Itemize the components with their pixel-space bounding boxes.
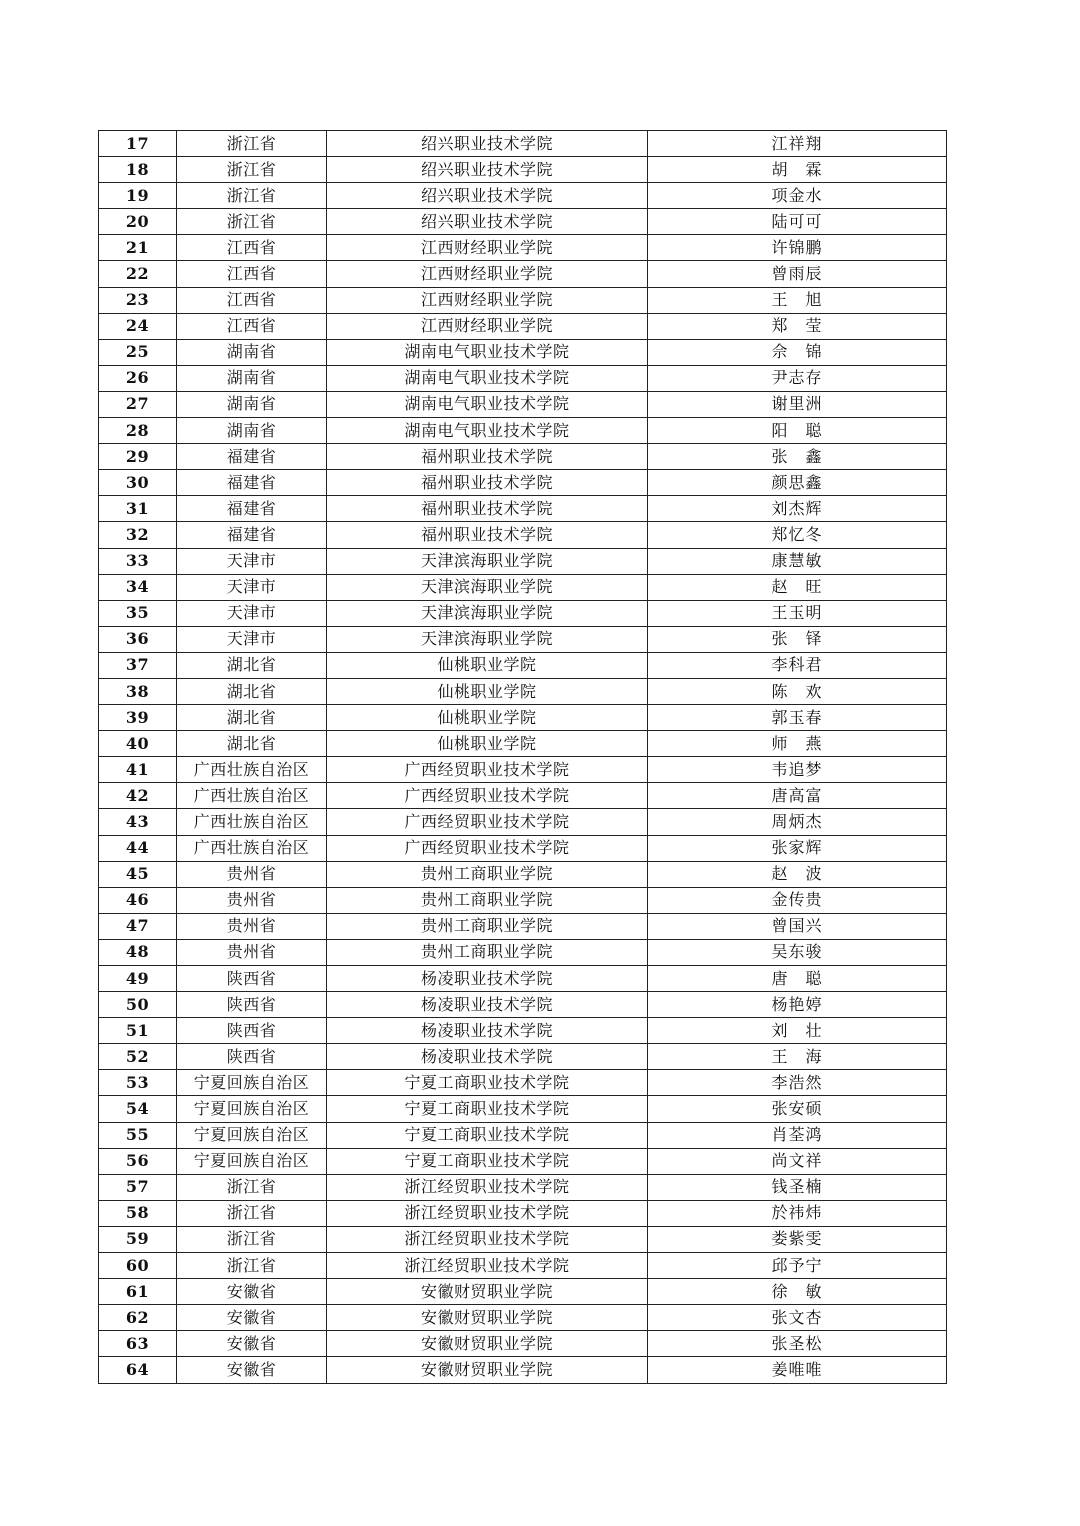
- table-row: [99, 548, 947, 574]
- province-cell: 广西壮族自治区: [177, 809, 327, 835]
- row-number-cell: 39: [99, 705, 177, 731]
- table-row: [99, 1331, 947, 1357]
- province-cell: 浙江省: [177, 1174, 327, 1200]
- person-name-cell: 娄紫雯: [648, 1226, 947, 1252]
- province-cell: 陕西省: [177, 1018, 327, 1044]
- table-row: [99, 1200, 947, 1226]
- row-number-cell: 35: [99, 600, 177, 626]
- table-row: [99, 287, 947, 313]
- person-name-cell: 王玉明: [648, 600, 947, 626]
- row-number-cell: 19: [99, 183, 177, 209]
- table-row: [99, 1122, 947, 1148]
- school-cell: 福州职业技术学院: [327, 470, 648, 496]
- province-cell: 天津市: [177, 574, 327, 600]
- table-row: [99, 183, 947, 209]
- school-cell: 浙江经贸职业技术学院: [327, 1226, 648, 1252]
- person-name-cell: 郑忆冬: [648, 522, 947, 548]
- row-number-cell: 29: [99, 444, 177, 470]
- person-name-cell: 胡 霖: [648, 157, 947, 183]
- province-cell: 天津市: [177, 600, 327, 626]
- school-cell: 宁夏工商职业技术学院: [327, 1122, 648, 1148]
- table-row: [99, 261, 947, 287]
- person-name-cell: 张 鑫: [648, 444, 947, 470]
- row-number-cell: 37: [99, 652, 177, 678]
- row-number-cell: 58: [99, 1200, 177, 1226]
- row-number-cell: 38: [99, 678, 177, 704]
- table-row: [99, 809, 947, 835]
- school-cell: 浙江经贸职业技术学院: [327, 1253, 648, 1279]
- school-cell: 天津滨海职业学院: [327, 548, 648, 574]
- table-row: [99, 418, 947, 444]
- school-cell: 仙桃职业学院: [327, 678, 648, 704]
- school-cell: 江西财经职业学院: [327, 313, 648, 339]
- table-row: [99, 652, 947, 678]
- person-name-cell: 王 旭: [648, 287, 947, 313]
- province-cell: 湖南省: [177, 418, 327, 444]
- table-row: [99, 574, 947, 600]
- school-cell: 安徽财贸职业学院: [327, 1357, 648, 1383]
- person-name-cell: 吴东骏: [648, 939, 947, 965]
- province-cell: 宁夏回族自治区: [177, 1148, 327, 1174]
- table-row: [99, 731, 947, 757]
- row-number-cell: 48: [99, 939, 177, 965]
- table-row: [99, 966, 947, 992]
- school-cell: 安徽财贸职业学院: [327, 1305, 648, 1331]
- school-cell: 杨凌职业技术学院: [327, 1018, 648, 1044]
- province-cell: 贵州省: [177, 913, 327, 939]
- province-cell: 宁夏回族自治区: [177, 1070, 327, 1096]
- row-number-cell: 41: [99, 757, 177, 783]
- province-cell: 广西壮族自治区: [177, 757, 327, 783]
- province-cell: 浙江省: [177, 1200, 327, 1226]
- person-name-cell: 佘 锦: [648, 339, 947, 365]
- school-cell: 贵州工商职业学院: [327, 861, 648, 887]
- province-cell: 湖南省: [177, 365, 327, 391]
- row-number-cell: 18: [99, 157, 177, 183]
- province-cell: 贵州省: [177, 939, 327, 965]
- person-name-cell: 张 铎: [648, 626, 947, 652]
- table-row: [99, 939, 947, 965]
- row-number-cell: 32: [99, 522, 177, 548]
- province-cell: 安徽省: [177, 1305, 327, 1331]
- province-cell: 湖北省: [177, 678, 327, 704]
- person-name-cell: 师 燕: [648, 731, 947, 757]
- table-row: [99, 705, 947, 731]
- table-row: [99, 1305, 947, 1331]
- person-name-cell: 郑 莹: [648, 313, 947, 339]
- row-number-cell: 63: [99, 1331, 177, 1357]
- table-row: [99, 1070, 947, 1096]
- person-name-cell: 周炳杰: [648, 809, 947, 835]
- row-number-cell: 47: [99, 913, 177, 939]
- table-row: [99, 1018, 947, 1044]
- row-number-cell: 17: [99, 131, 177, 157]
- person-name-cell: 张安硕: [648, 1096, 947, 1122]
- person-name-cell: 郭玉春: [648, 705, 947, 731]
- person-name-cell: 赵 旺: [648, 574, 947, 600]
- row-number-cell: 50: [99, 992, 177, 1018]
- row-number-cell: 22: [99, 261, 177, 287]
- school-cell: 江西财经职业学院: [327, 261, 648, 287]
- school-cell: 绍兴职业技术学院: [327, 157, 648, 183]
- province-cell: 江西省: [177, 313, 327, 339]
- school-cell: 绍兴职业技术学院: [327, 131, 648, 157]
- table-row: [99, 522, 947, 548]
- row-number-cell: 44: [99, 835, 177, 861]
- province-cell: 福建省: [177, 522, 327, 548]
- row-number-cell: 64: [99, 1357, 177, 1383]
- row-number-cell: 24: [99, 313, 177, 339]
- school-cell: 福州职业技术学院: [327, 522, 648, 548]
- person-name-cell: 曾国兴: [648, 913, 947, 939]
- row-number-cell: 26: [99, 365, 177, 391]
- school-cell: 杨凌职业技术学院: [327, 1044, 648, 1070]
- row-number-cell: 43: [99, 809, 177, 835]
- row-number-cell: 61: [99, 1279, 177, 1305]
- province-cell: 宁夏回族自治区: [177, 1096, 327, 1122]
- province-cell: 陕西省: [177, 966, 327, 992]
- person-name-cell: 徐 敏: [648, 1279, 947, 1305]
- school-cell: 广西经贸职业技术学院: [327, 835, 648, 861]
- table-row: [99, 157, 947, 183]
- table-row: [99, 600, 947, 626]
- person-name-cell: 肖荃鸿: [648, 1122, 947, 1148]
- province-cell: 广西壮族自治区: [177, 783, 327, 809]
- school-cell: 浙江经贸职业技术学院: [327, 1174, 648, 1200]
- row-number-cell: 49: [99, 966, 177, 992]
- school-cell: 安徽财贸职业学院: [327, 1279, 648, 1305]
- province-cell: 湖北省: [177, 652, 327, 678]
- row-number-cell: 59: [99, 1226, 177, 1252]
- school-cell: 湖南电气职业技术学院: [327, 339, 648, 365]
- province-cell: 福建省: [177, 470, 327, 496]
- table-row: [99, 209, 947, 235]
- school-cell: 福州职业技术学院: [327, 496, 648, 522]
- province-cell: 湖南省: [177, 339, 327, 365]
- person-name-cell: 谢里洲: [648, 391, 947, 417]
- school-cell: 宁夏工商职业技术学院: [327, 1096, 648, 1122]
- province-cell: 福建省: [177, 496, 327, 522]
- province-cell: 浙江省: [177, 1253, 327, 1279]
- school-cell: 天津滨海职业学院: [327, 626, 648, 652]
- school-cell: 广西经贸职业技术学院: [327, 757, 648, 783]
- school-cell: 湖南电气职业技术学院: [327, 391, 648, 417]
- table-row: [99, 835, 947, 861]
- person-name-cell: 尹志存: [648, 365, 947, 391]
- person-name-cell: 曾雨辰: [648, 261, 947, 287]
- row-number-cell: 45: [99, 861, 177, 887]
- school-cell: 天津滨海职业学院: [327, 600, 648, 626]
- person-name-cell: 陆可可: [648, 209, 947, 235]
- person-name-cell: 邱予宁: [648, 1253, 947, 1279]
- province-cell: 湖南省: [177, 391, 327, 417]
- row-number-cell: 36: [99, 626, 177, 652]
- table-row: [99, 913, 947, 939]
- person-name-cell: 张圣松: [648, 1331, 947, 1357]
- person-name-cell: 刘 壮: [648, 1018, 947, 1044]
- province-cell: 贵州省: [177, 861, 327, 887]
- school-cell: 宁夏工商职业技术学院: [327, 1148, 648, 1174]
- person-name-cell: 江祥翔: [648, 131, 947, 157]
- person-name-cell: 唐 聪: [648, 966, 947, 992]
- school-cell: 江西财经职业学院: [327, 235, 648, 261]
- row-number-cell: 46: [99, 887, 177, 913]
- row-number-cell: 33: [99, 548, 177, 574]
- school-cell: 江西财经职业学院: [327, 287, 648, 313]
- province-cell: 江西省: [177, 261, 327, 287]
- person-name-cell: 於祎炜: [648, 1200, 947, 1226]
- table-row: [99, 1279, 947, 1305]
- person-name-cell: 杨艳婷: [648, 992, 947, 1018]
- person-name-cell: 姜唯唯: [648, 1357, 947, 1383]
- table-row: [99, 444, 947, 470]
- school-cell: 天津滨海职业学院: [327, 574, 648, 600]
- table-row: [99, 313, 947, 339]
- row-number-cell: 54: [99, 1096, 177, 1122]
- school-cell: 绍兴职业技术学院: [327, 183, 648, 209]
- row-number-cell: 53: [99, 1070, 177, 1096]
- school-cell: 仙桃职业学院: [327, 731, 648, 757]
- row-number-cell: 62: [99, 1305, 177, 1331]
- row-number-cell: 52: [99, 1044, 177, 1070]
- row-number-cell: 60: [99, 1253, 177, 1279]
- table-row: [99, 496, 947, 522]
- row-number-cell: 25: [99, 339, 177, 365]
- person-name-cell: 唐高富: [648, 783, 947, 809]
- province-cell: 安徽省: [177, 1279, 327, 1305]
- province-cell: 江西省: [177, 287, 327, 313]
- table-row: [99, 1174, 947, 1200]
- school-cell: 杨凌职业技术学院: [327, 992, 648, 1018]
- row-number-cell: 20: [99, 209, 177, 235]
- province-cell: 陕西省: [177, 992, 327, 1018]
- row-number-cell: 21: [99, 235, 177, 261]
- person-name-cell: 韦追梦: [648, 757, 947, 783]
- table-row: [99, 1044, 947, 1070]
- school-cell: 湖南电气职业技术学院: [327, 365, 648, 391]
- table-row: [99, 783, 947, 809]
- province-cell: 天津市: [177, 548, 327, 574]
- school-cell: 仙桃职业学院: [327, 652, 648, 678]
- roster-table-body: [99, 131, 947, 1384]
- person-name-cell: 张家辉: [648, 835, 947, 861]
- province-cell: 天津市: [177, 626, 327, 652]
- province-cell: 广西壮族自治区: [177, 835, 327, 861]
- row-number-cell: 31: [99, 496, 177, 522]
- table-row: [99, 1357, 947, 1383]
- table-row: [99, 1253, 947, 1279]
- province-cell: 安徽省: [177, 1357, 327, 1383]
- row-number-cell: 42: [99, 783, 177, 809]
- table-row: [99, 339, 947, 365]
- person-name-cell: 刘杰辉: [648, 496, 947, 522]
- table-row: [99, 861, 947, 887]
- table-row: [99, 1148, 947, 1174]
- table-row: [99, 470, 947, 496]
- province-cell: 浙江省: [177, 157, 327, 183]
- school-cell: 贵州工商职业学院: [327, 939, 648, 965]
- province-cell: 安徽省: [177, 1331, 327, 1357]
- row-number-cell: 57: [99, 1174, 177, 1200]
- school-cell: 广西经贸职业技术学院: [327, 809, 648, 835]
- province-cell: 浙江省: [177, 183, 327, 209]
- school-cell: 仙桃职业学院: [327, 705, 648, 731]
- province-cell: 湖北省: [177, 705, 327, 731]
- row-number-cell: 40: [99, 731, 177, 757]
- school-cell: 安徽财贸职业学院: [327, 1331, 648, 1357]
- row-number-cell: 56: [99, 1148, 177, 1174]
- person-name-cell: 项金水: [648, 183, 947, 209]
- school-cell: 绍兴职业技术学院: [327, 209, 648, 235]
- province-cell: 陕西省: [177, 1044, 327, 1070]
- person-name-cell: 张文杏: [648, 1305, 947, 1331]
- table-row: [99, 757, 947, 783]
- province-cell: 宁夏回族自治区: [177, 1122, 327, 1148]
- row-number-cell: 34: [99, 574, 177, 600]
- person-name-cell: 尚文祥: [648, 1148, 947, 1174]
- row-number-cell: 51: [99, 1018, 177, 1044]
- roster-table: [98, 130, 947, 1384]
- province-cell: 贵州省: [177, 887, 327, 913]
- row-number-cell: 30: [99, 470, 177, 496]
- school-cell: 浙江经贸职业技术学院: [327, 1200, 648, 1226]
- table-row: [99, 235, 947, 261]
- school-cell: 福州职业技术学院: [327, 444, 648, 470]
- table-row: [99, 1096, 947, 1122]
- province-cell: 浙江省: [177, 1226, 327, 1252]
- table-row: [99, 365, 947, 391]
- province-cell: 福建省: [177, 444, 327, 470]
- person-name-cell: 李科君: [648, 652, 947, 678]
- table-row: [99, 992, 947, 1018]
- person-name-cell: 许锦鹏: [648, 235, 947, 261]
- province-cell: 浙江省: [177, 131, 327, 157]
- table-row: [99, 1226, 947, 1252]
- school-cell: 贵州工商职业学院: [327, 887, 648, 913]
- table-row: [99, 626, 947, 652]
- person-name-cell: 康慧敏: [648, 548, 947, 574]
- school-cell: 杨凌职业技术学院: [327, 966, 648, 992]
- row-number-cell: 27: [99, 391, 177, 417]
- row-number-cell: 55: [99, 1122, 177, 1148]
- province-cell: 湖北省: [177, 731, 327, 757]
- province-cell: 江西省: [177, 235, 327, 261]
- person-name-cell: 陈 欢: [648, 678, 947, 704]
- row-number-cell: 28: [99, 418, 177, 444]
- province-cell: 浙江省: [177, 209, 327, 235]
- table-row: [99, 887, 947, 913]
- table-row: [99, 678, 947, 704]
- table-row: [99, 131, 947, 157]
- person-name-cell: 颜思鑫: [648, 470, 947, 496]
- school-cell: 广西经贸职业技术学院: [327, 783, 648, 809]
- person-name-cell: 金传贵: [648, 887, 947, 913]
- roster-table-container: [98, 130, 942, 1384]
- school-cell: 湖南电气职业技术学院: [327, 418, 648, 444]
- row-number-cell: 23: [99, 287, 177, 313]
- person-name-cell: 王 海: [648, 1044, 947, 1070]
- person-name-cell: 赵 波: [648, 861, 947, 887]
- table-row: [99, 391, 947, 417]
- person-name-cell: 阳 聪: [648, 418, 947, 444]
- school-cell: 宁夏工商职业技术学院: [327, 1070, 648, 1096]
- school-cell: 贵州工商职业学院: [327, 913, 648, 939]
- person-name-cell: 李浩然: [648, 1070, 947, 1096]
- person-name-cell: 钱圣楠: [648, 1174, 947, 1200]
